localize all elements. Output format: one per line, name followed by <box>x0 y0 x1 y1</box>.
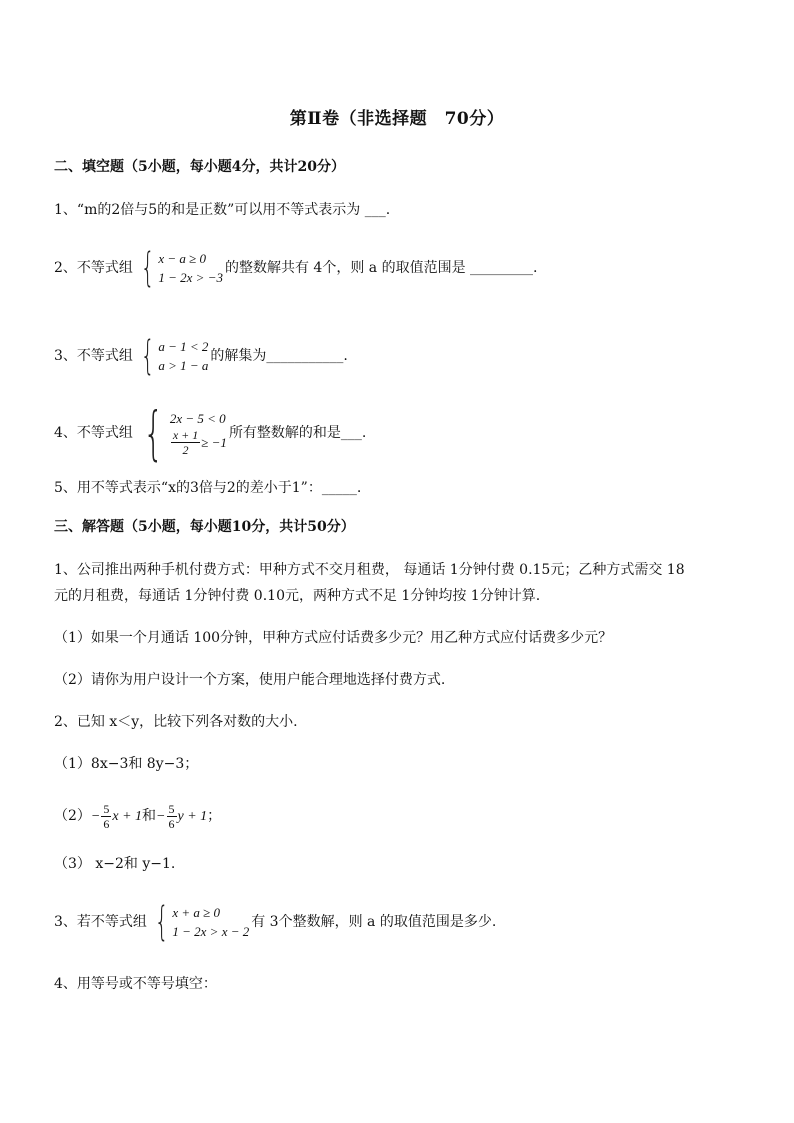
fill-q4-system <box>135 399 227 467</box>
answer-q2-part2-label: （2） <box>54 808 91 824</box>
fill-q3-system <box>135 333 209 379</box>
fill-q3 <box>54 333 348 379</box>
brace-icon: { <box>140 333 155 379</box>
fill-q2-row2: 1 − 2x > −3 <box>158 270 223 285</box>
fill-q4 <box>54 399 367 467</box>
fill-q5: 5、用不等式表示“x的3倍与2的差小于1”：_____. <box>54 480 362 496</box>
answer-q3-prefix: 3、若不等式组 <box>54 914 147 930</box>
answer-q2-part1: （1）8x−3和 8y−3； <box>54 756 199 772</box>
answer-q1-part1: （1）如果一个月通话 100分钟，甲种方式应付话费多少元？用乙种方式应付话费多少元？ <box>54 630 613 646</box>
answer-q2-part2: （2）− $\frac{5}{6}$ x + 1和− $\frac{5}{6}$ y + 1； <box>54 801 222 831</box>
answer-q2-part2-mid: 和 <box>142 808 157 824</box>
answer-q2-frac-b-rest: y + 1 <box>177 809 208 824</box>
fill-q2-suffix: 的整数解共有 4个，则 a 的取值范围是 _________. <box>224 260 538 276</box>
brace-icon: { <box>143 399 164 467</box>
answer-q2-frac-a-num: 5 <box>103 801 110 816</box>
fill-q2-system <box>135 245 223 291</box>
brace-icon: { <box>154 899 169 945</box>
answer-q2-stem: 2、已知 x＜y，比较下列各对数的大小. <box>54 714 298 730</box>
fill-q1: 1、“m的2倍与5的和是正数”可以用不等式表示为 ___. <box>54 202 391 218</box>
fill-q4-suffix: 所有整数解的和是___. <box>228 425 367 441</box>
answer-q2-part3: （3） x−2和 y−1. <box>54 856 176 872</box>
answer-q1-line1: 1、公司推出两种手机付费方式：甲种方式不交月租费， 每通话 1分钟付费 0.15元；乙种方式需交 18 <box>54 562 685 578</box>
answer-q3-row1: x + a ≥ 0 <box>172 905 221 920</box>
answer-q1-part2: （2）请你为用户设计一个方案，使用户能合理地选择付费方式. <box>54 672 446 688</box>
fill-q4-row1: 2x − 5 < 0 <box>169 411 226 426</box>
fill-q3-row2: a > 1 − a <box>158 358 209 373</box>
fill-q4-frac-rest: ≥ −1 <box>201 435 227 450</box>
answer-q2-frac-b-num: 5 <box>168 801 175 816</box>
fill-q3-row1: a − 1 < 2 <box>158 339 209 354</box>
fill-q2 <box>54 245 538 291</box>
answer-q4: 4、用等号或不等号填空： <box>54 976 217 992</box>
answer-q3-row2: 1 − 2x > x − 2 <box>172 924 250 939</box>
fill-q2-prefix: 2、不等式组 <box>54 260 133 276</box>
section-fill-blank-heading: 二、填空题（5小题，每小题4分，共计20分） <box>54 159 345 175</box>
answer-q2-frac-a-den: 6 <box>103 816 110 831</box>
fill-q3-suffix: 的解集为___________. <box>210 348 348 364</box>
answer-q2-part2-end: ； <box>207 808 222 824</box>
page-title: 第Ⅱ卷（非选择题 70分） <box>289 109 505 129</box>
fill-q4-frac-den: 2 <box>182 443 189 457</box>
fill-q3-prefix: 3、不等式组 <box>54 348 133 364</box>
answer-q2-frac-a-rest: x + 1 <box>112 809 143 824</box>
answer-q1-line2: 元的月租费，每通话 1分钟付费 0.10元，两种方式不足 1分钟均按 1分钟计算. <box>54 588 541 604</box>
answer-q3 <box>54 899 497 945</box>
answer-q3-system <box>149 899 250 945</box>
answer-q2-frac-b-den: 6 <box>168 816 175 831</box>
fill-q2-row1: x − a ≥ 0 <box>158 251 207 266</box>
section-answer-heading: 三、解答题（5小题，每小题10分，共计50分） <box>54 519 355 535</box>
answer-q3-suffix: 有 3个整数解，则 a 的取值范围是多少. <box>251 914 497 930</box>
fill-q4-prefix: 4、不等式组 <box>54 425 133 441</box>
fill-q4-frac-num: x + 1 <box>172 428 199 442</box>
brace-icon: { <box>140 245 155 291</box>
